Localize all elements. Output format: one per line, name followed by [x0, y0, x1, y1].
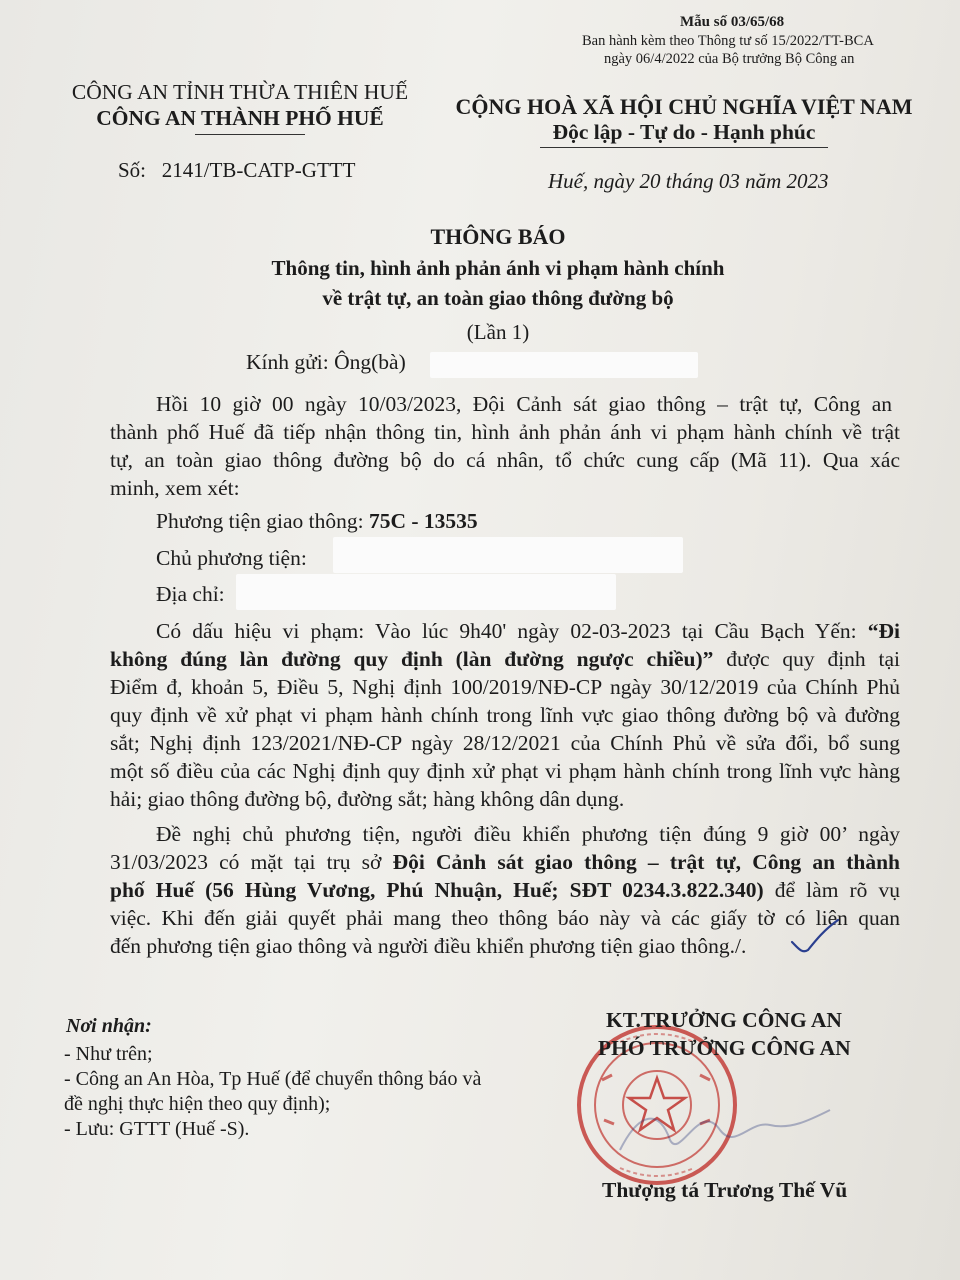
notice-title: THÔNG BÁO — [430, 224, 566, 249]
recipients-item-2: - Công an An Hòa, Tp Huế (để chuyển thông báo và — [64, 1068, 482, 1090]
paragraph-2-line-5: sắt; Nghị định 123/2021/NĐ-CP ngày 28/12/2021 của Chính Phủ về sửa đổi, bổ sung — [110, 731, 900, 755]
agency-underline — [195, 134, 305, 135]
national-motto: Độc lập - Tự do - Hạnh phúc — [552, 120, 816, 144]
recipient-label: Kính gửi: Ông(bà) — [246, 350, 406, 374]
paragraph-1-line-2: thành phố Huế đã tiếp nhận thông tin, hình ảnh phản ánh vi phạm hành chính về trật — [110, 420, 900, 444]
paragraph-2-line-2: không đúng làn đường quy định (làn đường ngược chiều)” được quy định tại — [110, 647, 900, 671]
vehicle-field: Phương tiện giao thông: 75C - 13535 — [156, 509, 478, 533]
recipients-item-4: - Lưu: GTTT (Huế -S). — [64, 1118, 250, 1140]
owner-field: Chủ phương tiện: — [156, 546, 307, 570]
paragraph-1-line-3: tự, an toàn giao thông đường bộ do cá nhân, tổ chức cung cấp (Mã 11). Qua xác — [110, 448, 900, 472]
agency-parent: CÔNG AN TỈNH THỪA THIÊN HUẾ — [71, 80, 409, 104]
paragraph-3-line-3: phố Huế (56 Hùng Vương, Phú Nhuận, Huế; SĐT 0234.3.822.340) để làm rõ vụ — [110, 878, 901, 902]
paragraph-1-line-4: minh, xem xét: — [110, 476, 240, 500]
national-title: CỘNG HOÀ XÃ HỘI CHỦ NGHĨA VIỆT NAM — [455, 94, 913, 119]
signer-title-2: PHÓ TRƯỞNG CÔNG AN — [598, 1036, 851, 1060]
motto-underline — [540, 147, 828, 148]
notice-subtitle-2: về trật tự, an toàn giao thông đường bộ — [322, 286, 674, 310]
document-date: Huế, ngày 20 tháng 03 năm 2023 — [548, 169, 829, 193]
signer-name: Thượng tá Trương Thế Vũ — [602, 1178, 848, 1202]
paragraph-2-line-3: Điểm đ, khoản 5, Điều 5, Nghị định 100/2019/NĐ-CP ngày 30/12/2019 của Chính Phủ — [110, 675, 900, 699]
paragraph-2-line-7: hải; giao thông đường bộ, đường sắt; hàng không dân dụng. — [110, 787, 625, 811]
paragraph-2-line-1: Có dấu hiệu vi phạm: Vào lúc 9h40' ngày 02-03-2023 tại Cầu Bạch Yến: “Đi — [156, 619, 900, 643]
document-number: Số: 2141/TB-CATP-GTTT — [118, 158, 356, 182]
form-number: Mẫu số 03/65/68 — [680, 14, 785, 30]
owner-redaction — [333, 537, 683, 573]
handwritten-signature — [610, 1090, 840, 1170]
recipients-item-3: đề nghị thực hiện theo quy định); — [64, 1093, 331, 1115]
paragraph-3-line-5: đến phương tiện giao thông và người điều khiển phương tiện giao thông./. — [110, 934, 747, 958]
recipient-redaction — [430, 352, 698, 378]
notice-sequence: (Lần 1) — [466, 320, 530, 344]
form-issued-date: ngày 06/4/2022 của Bộ trưởng Bộ Công an — [604, 51, 855, 67]
paragraph-2-line-6: một số điều của các Nghị định quy định xử phạt vi phạm hành chính trong lĩnh vực hàng — [110, 759, 900, 783]
paragraph-1-line-1: Hồi 10 giờ 00 ngày 10/03/2023, Đội Cảnh sát giao thông – trật tự, Công an — [156, 392, 892, 416]
paragraph-3-line-2: 31/03/2023 có mặt tại trụ sở Đội Cảnh sát giao thông – trật tự, Công an thành — [110, 850, 900, 874]
signer-title-1: KT.TRƯỞNG CÔNG AN — [606, 1008, 842, 1032]
paragraph-3-line-1: Đề nghị chủ phương tiện, người điều khiển phương tiện đúng 9 giờ 00’ ngày — [156, 822, 900, 846]
form-issued-with: Ban hành kèm theo Thông tư số 15/2022/TT-BCA — [582, 33, 874, 49]
paragraph-2-line-4: quy định về xử phạt vi phạm hành chính trong lĩnh vực giao thông đường bộ và đường — [110, 703, 900, 727]
address-redaction — [236, 574, 616, 610]
paragraph-3-line-4: việc. Khi đến giải quyết phải mang theo thông báo này và các giấy tờ có liên quan — [110, 906, 900, 930]
handwritten-tick — [788, 918, 848, 958]
recipients-heading: Nơi nhận: — [66, 1015, 152, 1037]
recipients-item-1: - Như trên; — [64, 1043, 153, 1065]
agency-name: CÔNG AN THÀNH PHỐ HUẾ — [96, 106, 384, 130]
address-field: Địa chỉ: — [156, 582, 225, 606]
notice-subtitle-1: Thông tin, hình ảnh phản ánh vi phạm hành chính — [271, 256, 725, 280]
